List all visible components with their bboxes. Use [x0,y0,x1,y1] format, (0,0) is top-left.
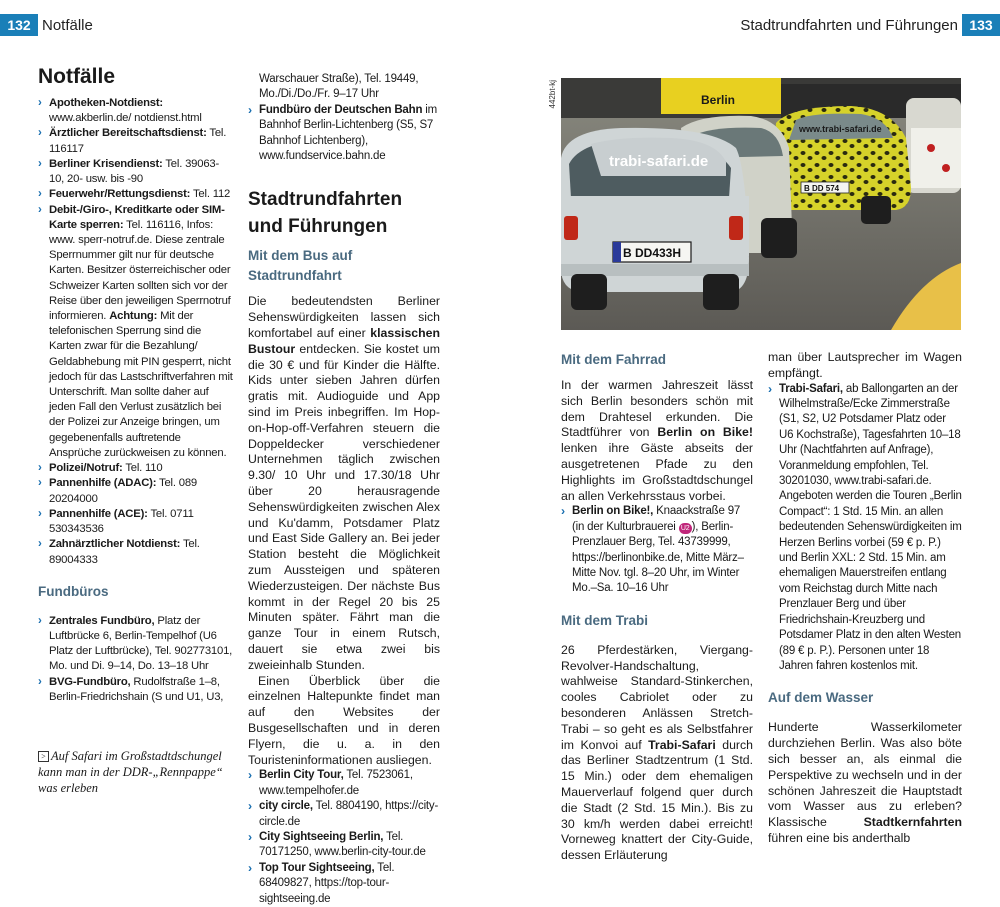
item-label: Ärztlicher Bereitschaftsdienst: [49,127,207,140]
arrow-icon: › [38,477,42,490]
item-text: Tel. 68409827, https://top-tour-sightseeing.de [259,861,395,905]
item-label: BVG-Fundbüro, [49,675,131,688]
trabi-paragraph [561,643,753,864]
bus-sign: Berlin [701,93,736,107]
arrow-icon: › [38,462,42,475]
item-label: City Sightseeing Berlin, [259,830,384,843]
caption-text: Auf Safari im Großstadtdschungel kann man in der DDR-„Rennpappe“ was erleben [38,749,223,795]
item-text: Tel. 116116, Infos: www. sperr-notruf.de. Diese zentrale Sperrnummer gilt nur für deutsche Karten. Besitzer österreichischer oder Schweizer Karten sollten sich vor der Reise über den jeweiligen Sperrnotruf informieren. [49,218,231,323]
item-text: Tel. 116117 [49,127,227,155]
item-label: Berlin City Tour, [259,769,344,782]
item-text: Rudolfstraße 1–8, Berlin-Friedrichshain (S und U1, U3, [49,675,224,703]
text-emphasis: Stadtkernfahrten [863,815,962,830]
arrow-icon: › [38,203,42,216]
fahrrad-heading: Mit dem Fahrrad [561,352,667,367]
item-label: Achtung: [109,310,158,323]
sign-text-2: www.trabi-safari.de [799,124,882,134]
list-item [38,157,234,187]
text-run: 26 Pferdestärken, Viergang-Revolver-Handschaltung, wahlweise Standard-Stinkerchen, cooles Cabriolet oder zu besonderen Anlässen Stretch-Trabi – so geht es als Selbstfahrer im Konvoi auf [561,642,753,752]
item-label: Berlin on Bike!, [572,505,654,518]
arrow-icon: › [248,799,253,814]
arrow-icon: › [38,127,42,140]
item-text: Tel. 8804190, https://city-circle.de [259,800,439,828]
item-label: Debit-/Giro-, Kreditkarte oder SIM-Karte sperren: [49,203,225,231]
item-label: Zahnärztlicher Notdienst: [49,538,181,551]
item-label: Polizei/Notruf: [49,462,123,475]
arrow-icon: › [38,507,42,520]
arrow-icon: › [38,157,42,170]
text-run: In der warmen Jahreszeit lässt sich Berlin besonders schön mit dem Drahtesel erkunden. Die Stadtführer von [561,378,753,440]
list-item [38,187,234,202]
list-item [38,537,234,567]
item-text: Mit der telefonischen Sperrung sind die Karten zwar für die Bezahlung/ Geldabhebung mit PIN gesperrt, nicht jedoch für das Lastschriftverfahren mit Unterschrift. Man sollte daher auf jeden Fall den Verlust zusätzlich bei der Polizei zur Anzeige bringen, um gegebenenfalls auftretende Ansprüche zurückweisen zu können. [49,310,233,459]
item-text: Platz der Luftbrücke 6, Berlin-Tempelhof (U6 Platz der Luftbrücke), Tel. 902773101, Mo. und Di. 9–14, Do. 13–18 Uhr [49,614,233,673]
item-label: Berliner Krisendienst: [49,157,163,170]
item-text: Tel. 110 [122,462,163,475]
text-run: lenken ihre Gäste abseits der ausgetretenen Pfade zu den Highlights im Großstadtdschungel an allen Verkehrsstaus vorbei. [561,441,753,503]
text-run: entdecken. Sie kostet um die 30 € und für Kinder die Hälfte. Kids unter sieben Jahren dürfen gratis mit. Audioguide und App sind im Preis inbegriffen. Im Hop-on-Hop-off-Verfahren steuern die Doppeldecker verschiedener Unternehmen täglich zwischen 9.30/ 10 Uhr und 17.30/18 Uhr über 20 herausragende Sehenswürdigkeiten zwischen Alex und Ku'damm, Potsdamer Platz und East Side Gallery an. Bei jeder Station besteht die Möglichkeit zum Aussteigen und späteren Wiederzusteigen. Der nächste Bus kommt in der Regel 20 bis 25 Minuten später. Fährt man die ganze Tour in einem Rutsch, dauert sie etwa zwei bis zweieinhalb Stunden. [248,341,440,672]
arrow-icon: › [248,860,253,875]
item-label: city circle, [259,800,313,813]
photo-caption [38,748,238,796]
photo-credit: 442bt-kj [548,80,557,109]
list-item [248,768,440,799]
sign-text: trabi-safari.de [609,153,709,170]
text-run: durch das Berliner Stadtzentrum (1 Std. 15 Min.) oder dem ehemaligen Mauerverlauf folgend quer durch die Stadt (2 Std. 15 Min.). Bis zu 30 km/h werden dabei erreicht! Vorneweg knattert der City-Guide, dessen Erläuterung [561,737,753,863]
fundbueros-heading: Fundbüros [38,583,109,599]
photo-reference-icon: > [38,751,49,762]
list-item [38,126,234,156]
list-item [38,96,234,126]
list-item [248,103,440,165]
bus-heading: Mit dem Bus auf Stadtrundfahrt [248,248,353,284]
text-emphasis: klassischen Bustour [248,326,440,356]
item-label: Pannenhilfe (ADAC): [49,477,157,490]
ubahn-badge-icon: U2 [679,523,692,534]
item-text: www.akberlin.de/ notdienst.html [49,112,202,125]
item-text: Tel. 7523061, www.tempelhofer.de [259,769,413,797]
list-item [38,461,234,476]
page-header [0,0,1000,40]
item-text: Tel. 39063-10, 20- usw. bis -90 [49,157,220,186]
plate-back: B DD 574 [804,184,840,193]
trabi-photo [561,78,961,330]
arrow-icon: › [561,504,566,519]
list-item [561,504,753,596]
column-trabi-wasser [768,350,962,847]
wasser-heading: Auf dem Wasser [768,690,874,706]
item-text: Knaackstraße 97 (in der Kulturbrauerei [572,505,741,533]
item-label: Trabi-Safari, [779,382,843,395]
list-item [248,830,440,861]
item-text: Tel. 112 [190,188,231,201]
arrow-icon: › [248,768,253,783]
list-item [248,861,440,907]
fahrrad-paragraph [561,378,753,504]
plate-front: B DD433H [623,246,682,260]
trabi-heading: Mit dem Trabi [561,612,649,628]
arrow-icon: › [38,614,42,627]
list-item [768,382,962,675]
list-item [38,614,234,675]
list-item [38,675,234,705]
item-label: Apotheken-Notdienst: [49,97,163,109]
continued-text: Warschauer Straße), Tel. 19449, Mo./Di./Do./Fr. 9–17 Uhr [259,73,419,101]
list-item [38,507,234,537]
list-item [38,203,234,461]
item-text: Tel. 70171250, www.berlin-city-tour.de [259,830,426,859]
item-label: Pannenhilfe (ACE): [49,507,148,520]
bus-paragraph [248,294,440,673]
text-run: Die bedeutendsten Berliner Sehenswürdigkeiten lassen sich komfortabel auf einer [248,294,440,341]
arrow-icon: › [38,97,42,109]
item-text: Tel. 0711 530343536 [49,507,194,536]
text-emphasis: Berlin on Bike! [657,425,753,440]
item-text: ), Berlin-Prenzlauer Berg, Tel. 43739999, https://berlinonbike.de, Mitte März–Mitte Nov. tgl. 8–20 Uhr, im Winter Mo.–Sa. 10–16 Uhr [572,520,744,595]
right-running-title: Stadtrundfahrten und Führungen [740,17,958,34]
column-notfaelle [38,62,234,705]
left-running-title: Notfälle [42,17,93,34]
notfaelle-heading: Notfälle [38,65,116,88]
arrow-icon: › [248,102,253,117]
arrow-icon: › [38,675,42,688]
right-page-number: 133 [962,14,1000,36]
section-heading: Stadtrundfahrten und Führungen [248,189,403,238]
arrow-icon: › [38,538,42,551]
item-label: Zentrales Fundbüro, [49,614,155,627]
column-stadtrundfahrten [248,72,440,907]
item-text: im Bahnhof Berlin-Lichtenberg (S5, S7 Bahnhof Lichtenberg), www.fundservice.bahn.de [259,103,438,163]
left-page-number: 132 [0,14,38,36]
list-item [38,476,234,506]
bus-paragraph-2: Einen Überblick über die einzelnen Haltepunkte findet man auf den Websites der Busgesellschaften und in deren Flyern, die u. a. in den Touristeninformationen ausliegen. [248,673,440,767]
text-emphasis: Trabi-Safari [648,737,716,752]
arrow-icon: › [248,829,253,844]
text-run: Hunderte Wasserkilometer durchziehen Berlin. Was also böte sich besser an, als einmal die Perspektive zu wechseln und in der schönen Jahreszeit die Hauptstadt vom Wasser aus zu erleben? Klassische [768,720,962,830]
arrow-icon: › [768,381,773,396]
text-run: führen eine bis anderthalb [768,830,911,845]
item-label: Top Tour Sightseeing, [259,861,375,874]
item-label: Fundbüro der Deutschen Bahn [259,103,423,116]
arrow-icon: › [38,188,42,201]
continued-paragraph: man über Lautsprecher im Wagen empfängt. [768,350,962,380]
item-text: Tel. 089 20204000 [49,477,197,505]
item-text: ab Ballongarten an der Wilhelmstraße/Ecke Zimmerstraße (S1, S2, U2 Potsdamer Platz oder U6 Kochstraße), Tagesfahrten 10–18 Uhr (Nachtfahrten auf Anfrage), Voranmeldung empfohlen, Tel. 30201030, www.trabi-safari.de. Angeboten werden die Touren „Berlin Compact“: 1 Std. 15 Min. an allen bedeutenden Sehenswürdigkeiten im Herzen Berlins vorbei (59 € p. P.) und Berlin XXL: 2 Std. 15 Min. am ehemaligen Mauerstreifen entlang vom Reichstag durch Mitte nach Prenzlauer Berg und über Friedrichshain-Kreuzberg und Potsdamer Platz in den alten Westen (89 € p. P.). Personen unter 18 Jahren fahren kostenlos mit. [779,382,962,672]
list-item [248,799,440,830]
wasser-paragraph [768,720,962,846]
item-text: Tel. 89004333 [49,538,200,566]
column-fahrrad-trabi [561,350,753,864]
item-label: Feuerwehr/Rettungsdienst: [49,188,191,201]
